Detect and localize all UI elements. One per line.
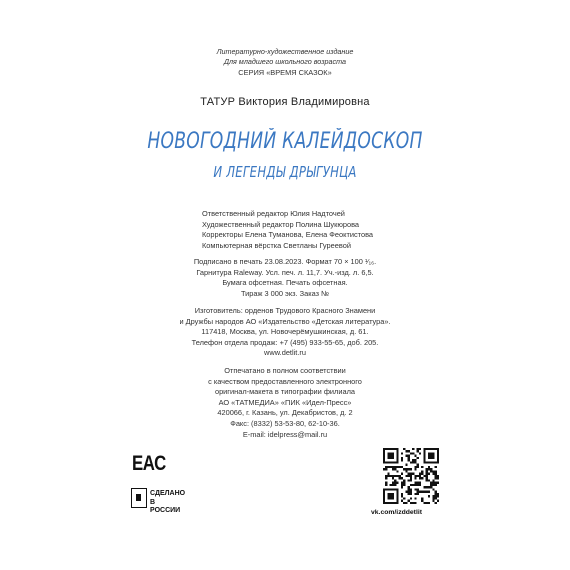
printer-line: с качеством предоставленного электронного bbox=[208, 376, 362, 386]
printer-line: Факс: (8332) 53-53-80, 62-10-36. bbox=[230, 418, 340, 428]
printer-line: оригинал-макета в типографии филиала bbox=[214, 387, 356, 397]
printer-email: E-mail: idelpress@mail.ru bbox=[242, 429, 328, 439]
print-info-line: Бумага офсетная. Печать офсетная. bbox=[222, 278, 348, 288]
made-in-russia-line2: В РОССИИ bbox=[150, 498, 181, 514]
age-group: Для младшего школьного возраста bbox=[223, 57, 347, 66]
credit-line: Компьютерная вёрстка Светланы Гуреевой bbox=[202, 240, 351, 250]
credit-line: Корректоры Елена Туманова, Елена Феоктистова bbox=[202, 230, 374, 240]
print-info-line: Тираж 3 000 экз. Заказ № bbox=[240, 288, 330, 298]
publisher-line: Телефон отдела продаж: +7 (495) 933-55-65, доб. 205. bbox=[191, 337, 379, 347]
print-info-line: Подписано в печать 23.08.2023. Формат 70 × 100 ¹⁄₁₆. bbox=[193, 257, 377, 266]
credits-block bbox=[202, 209, 373, 251]
printer-line: АО «ТАТМЕДИА» «ПИК «Идел-Пресс» bbox=[218, 397, 352, 407]
publisher-line: и Дружбы народов АО «Издательство «Детская литература». bbox=[179, 316, 391, 326]
made-in-russia-line1: СДЕЛАНО bbox=[150, 490, 186, 497]
printer-line: 420066, г. Казань, ул. Декабристов, д. 2 bbox=[217, 408, 353, 418]
eac-mark: ЕАС bbox=[132, 452, 166, 475]
publisher-block bbox=[0, 306, 570, 359]
vk-link[interactable]: vk.com/izddetlit bbox=[371, 509, 422, 516]
series-name: СЕРИЯ «ВРЕМЯ СКАЗОК» bbox=[238, 68, 332, 77]
edition-type: Литературно-художественное издание bbox=[216, 47, 354, 56]
made-in-russia-icon bbox=[131, 488, 147, 508]
book-subtitle: И ЛЕГЕНДЫ ДРЫГУНЦА bbox=[213, 163, 357, 181]
author-name: ТАТУР Виктория Владимировна bbox=[200, 96, 370, 108]
publisher-line: Изготовитель: орденов Трудового Красного Знамени bbox=[194, 306, 376, 315]
printer-line: Отпечатано в полном соответствии bbox=[224, 366, 346, 375]
print-info-block bbox=[0, 257, 570, 299]
printer-block bbox=[0, 366, 570, 440]
publisher-line: 117418, Москва, ул. Новочерёмушкинская, д. 61. bbox=[201, 327, 369, 337]
credit-line: Ответственный редактор Юлия Надточей bbox=[202, 209, 345, 218]
publisher-website: www.detlit.ru bbox=[264, 348, 306, 358]
book-title: НОВОГОДНИЙ КАЛЕЙДОСКОП bbox=[147, 129, 423, 154]
qr-code-icon bbox=[383, 448, 439, 504]
print-info-line: Гарнитура Raleway. Усл. печ. л. 11,7. Уч.-изд. л. 6,5. bbox=[196, 267, 374, 277]
credit-line: Художественный редактор Полина Шукюрова bbox=[202, 219, 360, 229]
made-in-russia-logo bbox=[131, 488, 187, 514]
